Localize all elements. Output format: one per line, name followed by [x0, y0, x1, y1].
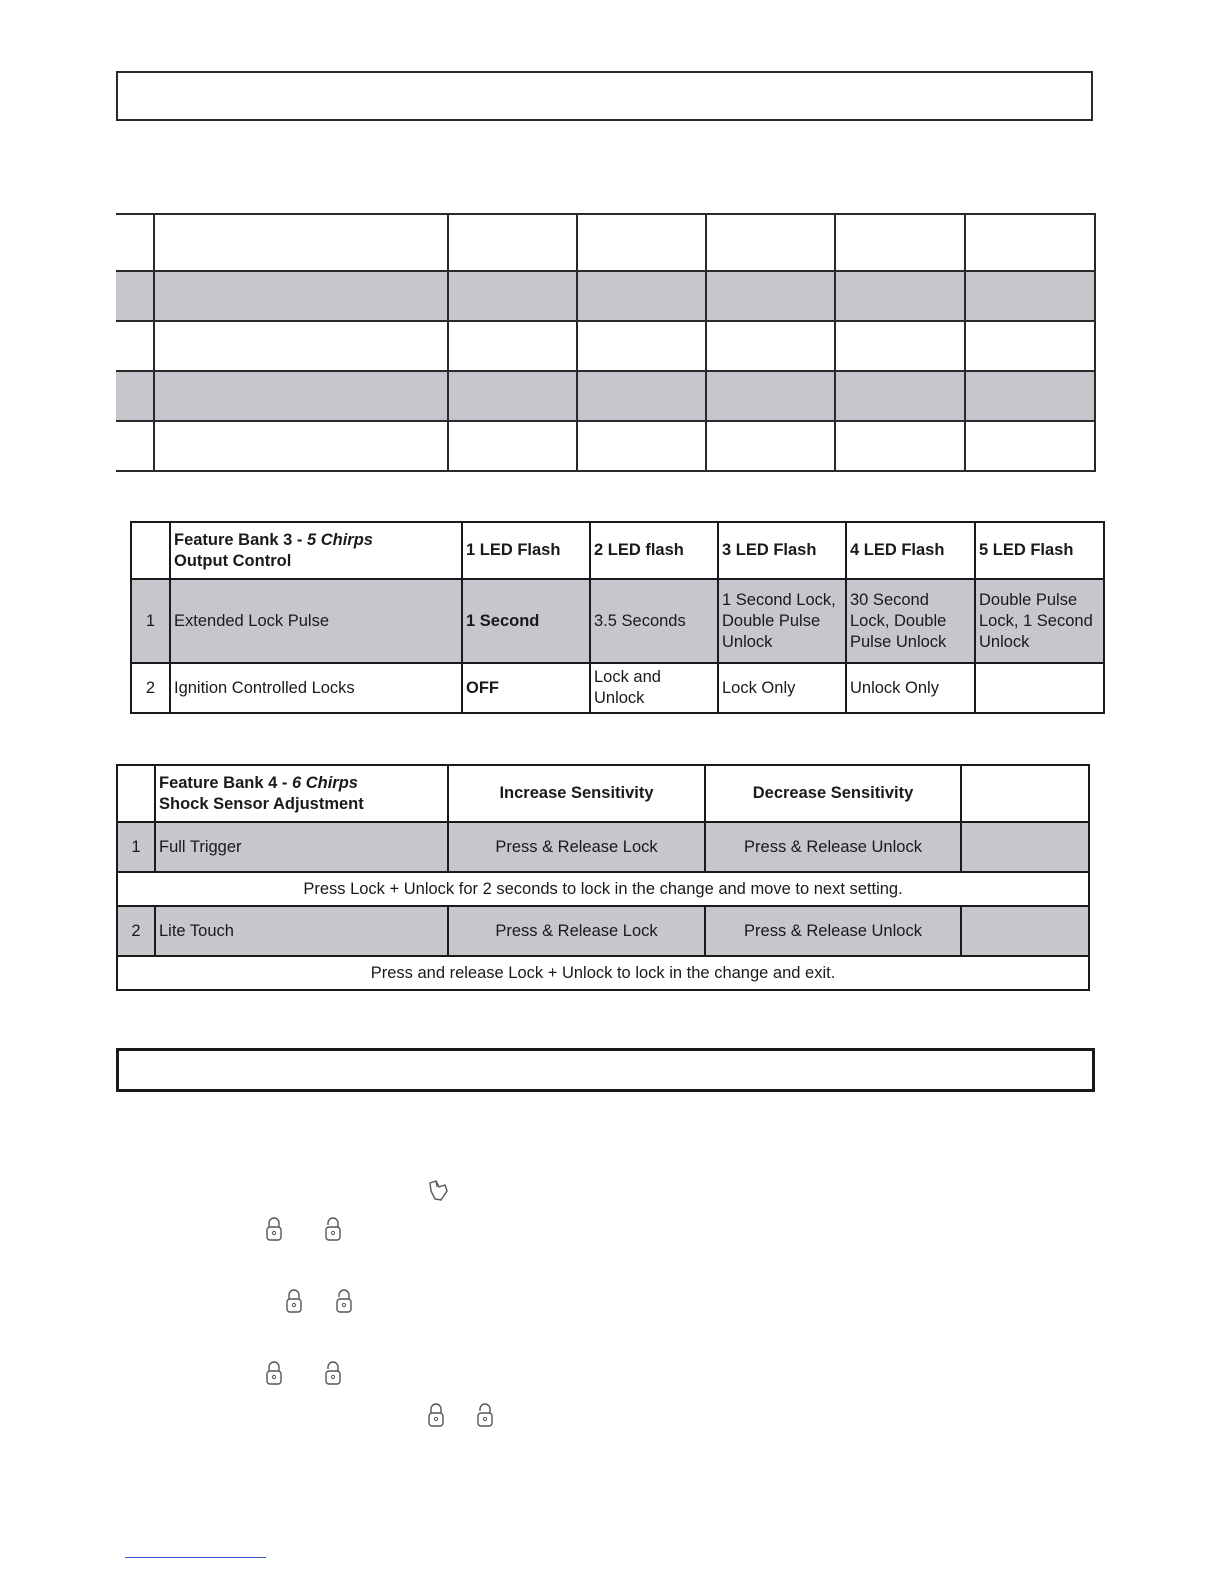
feature-bank-4-table	[116, 764, 1090, 991]
lock-icon	[265, 1216, 283, 1242]
bank-title: Feature Bank 4 -	[159, 773, 292, 792]
trunk-icon	[427, 1179, 449, 1203]
feature-name: Extended Lock Pulse	[170, 579, 462, 663]
feature-bank-3-table	[130, 521, 1105, 714]
column-header: 1 LED Flash	[462, 522, 590, 579]
option-cell: Unlock Only	[846, 663, 975, 713]
unlock-icon	[324, 1360, 342, 1386]
lock-icon	[427, 1402, 445, 1428]
option-cell: 1 Second Lock, Double Pulse Unlock	[718, 579, 846, 663]
table-header-row	[131, 522, 1104, 579]
row-number: 1	[117, 822, 155, 872]
table-row	[117, 822, 1089, 872]
row-number: 2	[131, 663, 170, 713]
table-row	[116, 371, 1095, 421]
footer-link-underline	[125, 1557, 266, 1558]
option-cell: Lock and Unlock	[590, 663, 718, 713]
option-cell	[975, 663, 1104, 713]
column-header: Increase Sensitivity	[448, 765, 705, 822]
row-number: 1	[131, 579, 170, 663]
table-row	[131, 663, 1104, 713]
table-note-row	[117, 956, 1089, 990]
decrease-action: Press & Release Unlock	[705, 822, 961, 872]
bank-subtitle: Shock Sensor Adjustment	[159, 794, 364, 813]
table-row	[116, 321, 1095, 371]
option-cell: 30 Second Lock, Double Pulse Unlock	[846, 579, 975, 663]
column-header: 2 LED flash	[590, 522, 718, 579]
table-note-row	[117, 872, 1089, 906]
column-header: 4 LED Flash	[846, 522, 975, 579]
section-header-box	[116, 1048, 1095, 1092]
increase-action: Press & Release Lock	[448, 822, 705, 872]
feature-name: Ignition Controlled Locks	[170, 663, 462, 713]
decrease-action: Press & Release Unlock	[705, 906, 961, 956]
option-cell: 3.5 Seconds	[590, 579, 718, 663]
table-row	[116, 421, 1095, 471]
bank-title-cell	[170, 522, 462, 579]
bank-chirps: 6 Chirps	[291, 773, 358, 792]
table-row	[131, 579, 1104, 663]
option-cell: OFF	[462, 663, 590, 713]
feature-name: Full Trigger	[155, 822, 448, 872]
table-row	[116, 271, 1095, 321]
increase-action: Press & Release Lock	[448, 906, 705, 956]
instruction-note: Press Lock + Unlock for 2 seconds to lock in the change and move to next setting.	[117, 872, 1089, 906]
bank-title: Feature Bank 3 -	[174, 530, 307, 549]
unlock-icon	[335, 1288, 353, 1314]
bank-chirps: 5 Chirps	[306, 530, 373, 549]
bank-subtitle: Output Control	[174, 551, 292, 570]
column-header: Decrease Sensitivity	[705, 765, 961, 822]
instruction-note: Press and release Lock + Unlock to lock in the change and exit.	[117, 956, 1089, 990]
row-number: 2	[117, 906, 155, 956]
unlock-icon	[476, 1402, 494, 1428]
table-row	[116, 214, 1095, 271]
bank-title-cell	[155, 765, 448, 822]
column-header: 5 LED Flash	[975, 522, 1104, 579]
empty-feature-table	[116, 213, 1096, 472]
table-row	[117, 906, 1089, 956]
option-cell: Double Pulse Lock, 1 Second Unlock	[975, 579, 1104, 663]
option-cell: Lock Only	[718, 663, 846, 713]
option-cell: 1 Second	[462, 579, 590, 663]
section-header-box	[116, 71, 1093, 121]
lock-icon	[285, 1288, 303, 1314]
table-header-row	[117, 765, 1089, 822]
unlock-icon	[324, 1216, 342, 1242]
feature-name: Lite Touch	[155, 906, 448, 956]
lock-icon	[265, 1360, 283, 1386]
column-header: 3 LED Flash	[718, 522, 846, 579]
